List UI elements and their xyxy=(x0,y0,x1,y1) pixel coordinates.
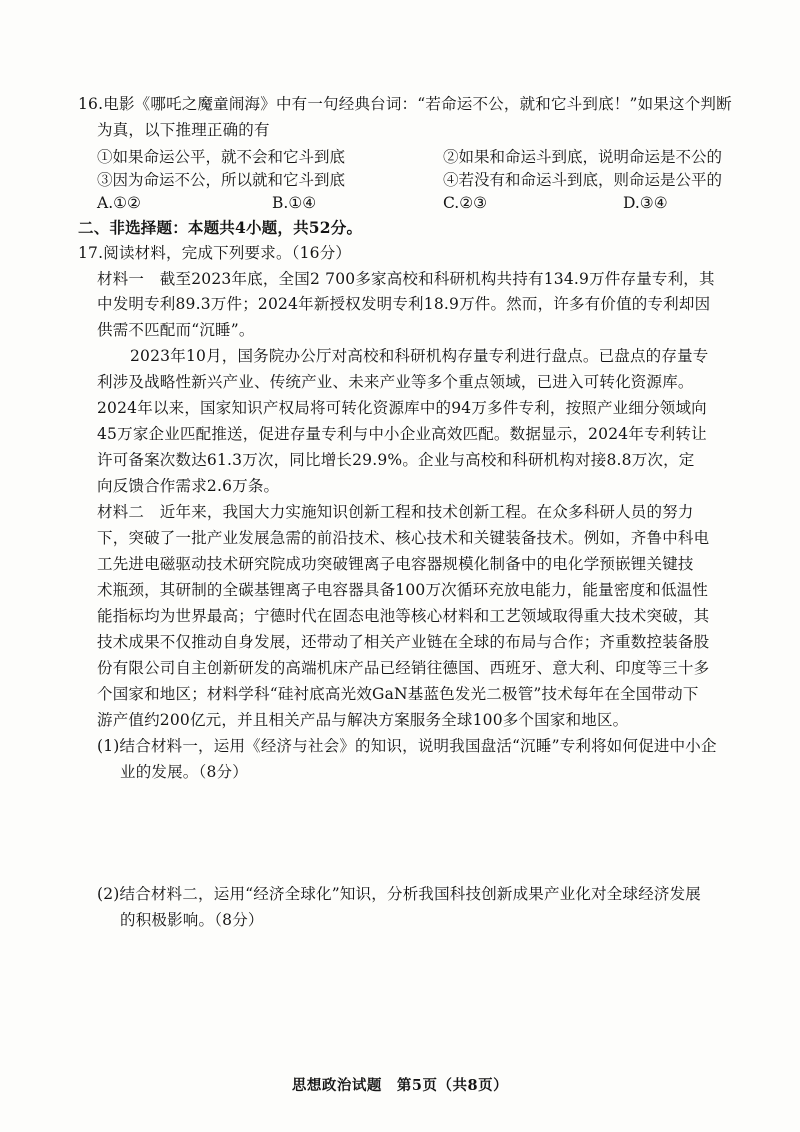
material2-line: 术瓶颈，其研制的全碳基锂离子电容器具备100万次循环充放电能力，能量密度和低温性 xyxy=(97,581,709,599)
material2-line: 个国家和地区；材料学科“硅衬底高光效GaN基蓝色发光二极管”技术每年在全国带动下 xyxy=(97,685,699,703)
q16-statement-4: ④若没有和命运斗到底，则命运是公平的 xyxy=(443,171,723,189)
answer-space-1[interactable] xyxy=(97,790,737,880)
material1-line: 45万家企业匹配推送，促进存量专利与中小企业高效匹配。数据显示，2024年专利转让 xyxy=(97,425,707,443)
sub-question-1-line-1: (1)结合材料一，运用《经济与社会》的知识，说明我国盘活“沉睡”专利将如何促进中小企 xyxy=(97,737,717,755)
sub-question-2-line-2: 的积极影响。（8分） xyxy=(120,911,264,929)
q16-stem-line-2: 为真，以下推理正确的有 xyxy=(97,121,270,139)
material2-line: 游产值约200亿元，并且相关产品与解决方案服务全球100多个国家和地区。 xyxy=(97,711,629,729)
q16-choice-a: A.①② xyxy=(97,194,141,212)
answer-space-2[interactable] xyxy=(97,938,737,1058)
q16-choice-d: D.③④ xyxy=(623,194,668,212)
q16-choice-b: B.①④ xyxy=(272,194,317,212)
q16-statement-3: ③因为命运不公，所以就和它斗到底 xyxy=(97,171,346,189)
material2-line: 技术成果不仅推动自身发展，还带动了相关产业链在全球的布局与合作；齐重数控装备股 xyxy=(97,633,710,651)
sub-question-1-line-2: 业的发展。（8分） xyxy=(120,763,248,781)
material1-line: 许可备案次数达61.3万次，同比增长29.9%。企业与高校和科研机构对接8.8万次，定 xyxy=(97,451,695,469)
material1-line: 向反馈合作需求2.6万条。 xyxy=(97,477,280,495)
q17-stem: 17.阅读材料，完成下列要求。（16分） xyxy=(78,244,352,262)
section-heading: 二、非选择题：本题共4小题，共52分。 xyxy=(78,218,363,237)
material1-line: 利涉及战略性新兴产业、传统产业、未来产业等多个重点领域，已进入可转化资源库。 xyxy=(97,373,694,391)
material2-line: 能指标均为世界最高；宁德时代在固态电池等核心材料和工艺领域取得重大技术突破，其 xyxy=(97,607,710,625)
q16-stem-line-1: 16.电影《哪吒之魔童闹海》中有一句经典台词：“若命运不公，就和它斗到底！”如果这个判断 xyxy=(78,95,732,113)
q16-choice-c: C.②③ xyxy=(443,194,488,212)
material2-line: 工先进电磁驱动技术研究院成功突破锂离子电容器规模化制备中的电化学预嵌锂关键技 xyxy=(97,555,694,573)
material2-line: 份有限公司自主创新研发的高端机床产品已经销往德国、西班牙、意大利、印度等三十多 xyxy=(97,659,710,677)
material1-line: 供需不匹配而“沉睡”。 xyxy=(97,321,255,339)
material1-line: 中发明专利89.3万件；2024年新授权发明专利18.9万件。然而，许多有价值的专利却因 xyxy=(97,295,711,313)
material2-line: 下，突破了一批产业发展急需的前沿技术、核心技术和关键装备技术。例如，齐鲁中科电 xyxy=(97,529,710,547)
material1-line: 2024年以来，国家知识产权局将可转化资源库中的94万多件专利，按照产业细分领域向 xyxy=(97,399,707,417)
material1-line: 2023年10月，国务院办公厅对高校和科研机构存量专利进行盘点。已盘点的存量专 xyxy=(130,347,709,365)
page-footer: 思想政治试题 第5页（共8页） xyxy=(291,1077,509,1094)
q16-statement-2: ②如果和命运斗到底，说明命运是不公的 xyxy=(443,148,723,166)
material2-line: 材料二 近年来，我国大力实施知识创新工程和技术创新工程。在众多科研人员的努力 xyxy=(97,503,694,521)
material1-line: 材料一 截至2023年底，全国2 700多家高校和科研机构共持有134.9万件存量专利，其 xyxy=(97,270,715,288)
sub-question-2-line-1: (2)结合材料二，运用“经济全球化”知识，分析我国科技创新成果产业化对全球经济发展 xyxy=(97,885,702,903)
q16-statement-1: ①如果命运公平，就不会和它斗到底 xyxy=(97,148,346,166)
